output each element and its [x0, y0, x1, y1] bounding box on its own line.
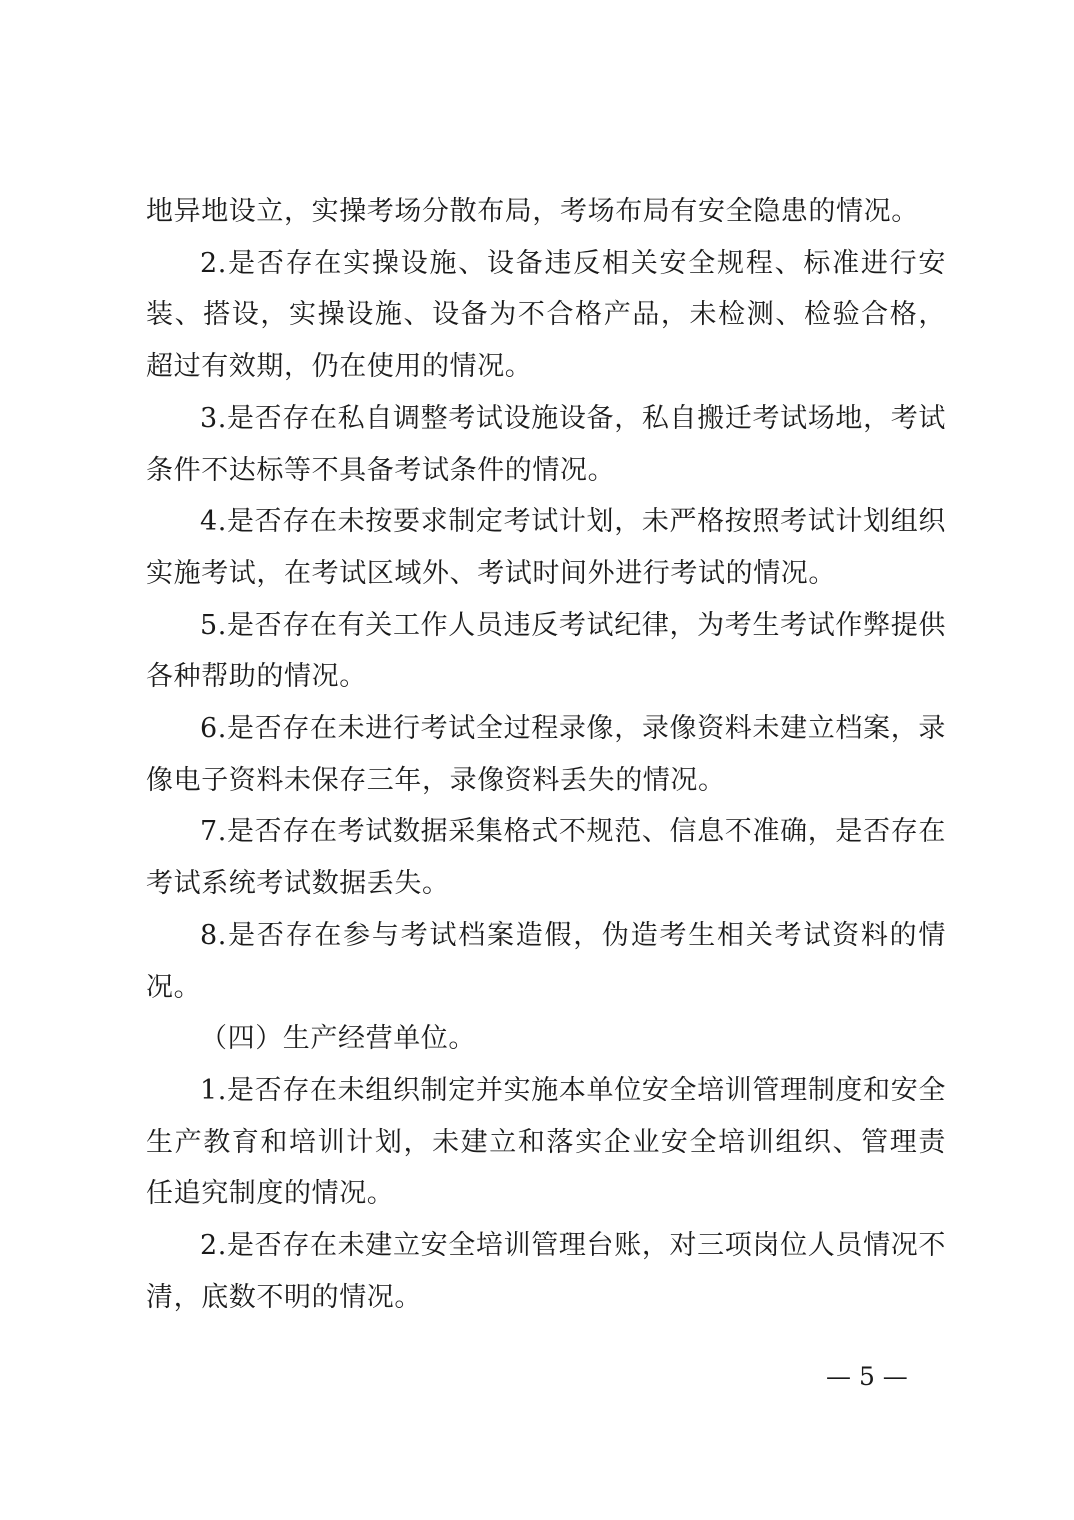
paragraph: 4.是否存在未按要求制定考试计划，未严格按照考试计划组织实施考试，在考试区域外、考试时间外进行考试的情况。: [146, 506, 946, 589]
paragraph: 8.是否存在参与考试档案造假，伪造考生相关考试资料的情况。: [146, 919, 946, 1003]
paragraph: 地异地设立，实操考场分散布局，考场布局有安全隐患的情况。: [146, 196, 919, 227]
paragraph: 2.是否存在未建立安全培训管理台账，对三项岗位人员情况不清，底数不明的情况。: [146, 1230, 946, 1313]
paragraph: 5.是否存在有关工作人员违反考试纪律，为考生考试作弊提供各种帮助的情况。: [146, 609, 946, 693]
section-heading: （四）生产经营单位。: [200, 1023, 476, 1055]
paragraph: 2.是否存在实操设施、设备违反相关安全规程、标准进行安装、搭设，实操设施、设备为不合格产品，未检测、检验合格，超过有效期，仍在使用的情况。: [146, 247, 946, 383]
paragraph: 1.是否存在未组织制定并实施本单位安全培训管理制度和安全生产教育和培训计划，未建立和落实企业安全培训组织、管理责任追究制度的情况。: [146, 1074, 946, 1210]
document-body: [146, 186, 946, 1323]
paragraph: 6.是否存在未进行考试全过程录像，录像资料未建立档案，录像电子资料未保存三年，录像资料丢失的情况。: [146, 713, 946, 796]
page-number: — 5 —: [826, 1362, 908, 1391]
paragraph: 3.是否存在私自调整考试设施设备，私自搬迁考试场地，考试条件不达标等不具备考试条件的情况。: [146, 402, 946, 486]
paragraph: 7.是否存在考试数据采集格式不规范、信息不准确，是否存在考试系统考试数据丢失。: [146, 816, 946, 900]
